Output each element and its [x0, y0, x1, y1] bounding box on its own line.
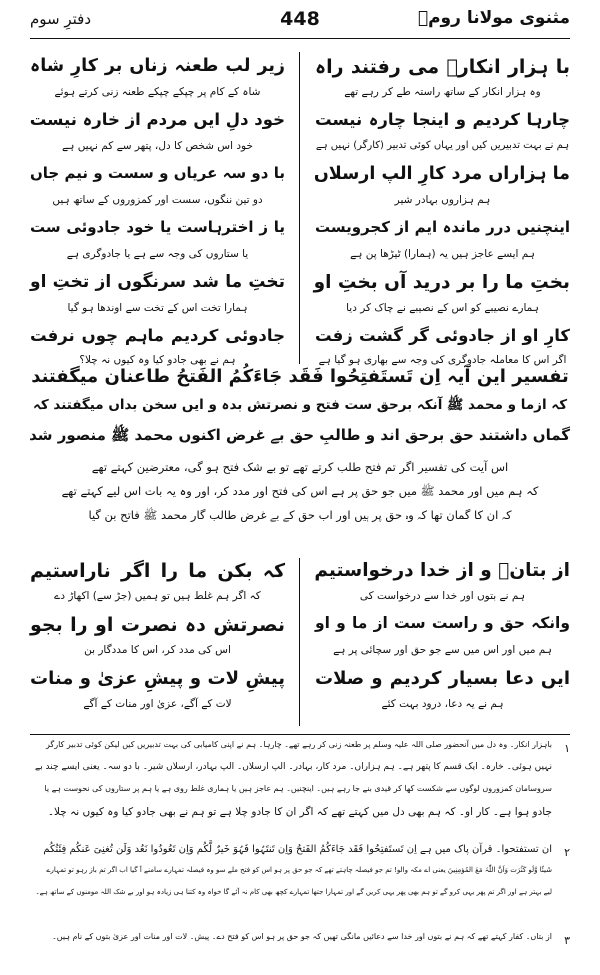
translation: اگر اس کا معاملہ جادوگری کی وجہ سے بھاری ہو گیا ہے [318, 354, 567, 366]
footnote-line: باہزار انکار۔ وہ دل میں آنحضور صلی اللہ علیہ وسلم پر طعنہ زنی کر رہے تھے۔ چارہا۔ ہم نے اپنی کامیابی کی بہت تدبیریں کیں لیکن کوئی تدبیر کارگر [46, 740, 552, 749]
footnote-rule [30, 734, 570, 735]
translation: ہم نے بتوں اور خدا سے درخواست کی [359, 590, 526, 602]
verse: با ہزار انکارؔ می رفتند راہ [315, 56, 570, 78]
section-label: دفترِ سوم [30, 10, 92, 28]
footnote-line: سروسامان کمزوروں لوگوں سے شکست کھا کر قیدی بنے جا رہے ہیں۔ اینچنیں۔ ہم عاجز ہیں یا ہماری غلط روی ہے یا ہم پر ستاروں کی نحوست ہے یا [44, 784, 552, 793]
verse: با دو سہ عریاں و سست و نیم جاں [30, 164, 285, 182]
page-number: 448 [280, 8, 320, 30]
translation: ہم نے بھی جادو کیا وہ کیوں نہ چلا؟ [79, 354, 236, 366]
page-header [30, 8, 570, 34]
footnote-marker: ۳ [564, 934, 570, 947]
translation: دو تین ننگوں، سست اور کمزوروں کے ساتھ ہیں [52, 194, 263, 206]
prose-heading: تفسیر این آیہ اِن تَستَفتِحُوا فَقَد جَاءَکُمُ الفَتحُ طاعنان میگفتند [31, 366, 569, 387]
footnote-marker: ۲ [564, 846, 570, 859]
translation: کہ اگر ہم غلط ہیں تو ہمیں (جڑ سے) اکھاڑ دے [54, 590, 261, 602]
translation: ہم نے یہ دعا، درود بہت کئے [381, 698, 504, 710]
verse: اینچنیں درر ماندہ ایم از کجرویست [315, 218, 570, 236]
verse: کارِ او از جادوئی گر گشت زفت [315, 326, 570, 345]
footnote-line: ان تستفتحوا۔ قرآن پاک میں ہے اِن تَستَفتِحُوا فَقَد جَاءَکُمُ الفَتحُ وَاِن تَنتَہُوا فَہُوَ خَیرٌ لَّکُم وَاِن تَعُودُوا نَعُد وَلَن تُغنِیَ عَنکُم فِئَتُکُم [43, 844, 552, 855]
translation: لات کے آگے، عزیٰ اور منات کے آگے [83, 698, 232, 710]
verse: چارہا کردیم و اینجا چارہ نیست [315, 110, 570, 129]
verse: پیشِ لات و پیشِ عزیٰ و منات [30, 668, 285, 689]
book-title: مثنوی مولانا رومؒ [417, 8, 570, 28]
verse: ما ہزاراں مرد کارِ الپ ارسلاں [313, 164, 570, 184]
verse: از بتانؔ و از خدا درخواستیم [314, 560, 570, 581]
prose-line: کہ ازما و محمد ﷺ آنکہ برحق ست فتح و نصرتش بدہ و ایں سخن بداں میگفتند کہ [32, 397, 568, 413]
verse: تختِ ما شد سرنگوں از تختِ او [30, 272, 285, 292]
translation: خود اس شخص کا دل، پتھر سے کم نہیں ہے [62, 140, 253, 152]
translation: یا ستاروں کی وجہ سے ہے یا جادوگری ہے [66, 248, 249, 260]
translation: ہمارا تخت اس کے تخت سے اوندھا ہو گیا [67, 302, 248, 314]
prose-translation: کہ ہم میں اور محمد ﷺ میں جو حق پر ہے اس کی فتح اور مدد کر، اور وہ یہ بات اس لیے کہتے تھے [61, 484, 539, 498]
column-divider [299, 558, 300, 726]
prose-translation: کہ ان کا گمان تھا کہ وہ حق پر ہیں اور اب حق کے بے غرض طالب گار محمد ﷺ فاتح بن گیا [88, 508, 512, 522]
verse: نصرتش دہ نصرت او را بجو [30, 614, 285, 636]
footnote-line: شَیئًا وَّلَو کَثُرَت وَاَنَّ اللّٰہَ مَعَ المُؤمِنِینَ یعنی اے مکہ والو! تم جو فیصلہ چاہتے تھے کہ جو حق پر ہو اس کو فتح ملے سو وہ فیصلہ تمہارے سامنے آ گیا اب اگر تم باز رہو تو تمہارے [46, 866, 552, 874]
bottom-right-column [315, 552, 570, 730]
footnote-line: از بتاں۔ کفار کہتے تھے کہ ہم نے بتوں اور خدا سے دعائیں مانگی تھیں کہ جو حق پر ہو اس کو فتح دے۔ پیش۔ لات اور منات اور عزیٰ بتوں کے نام ہیں۔ [52, 932, 552, 941]
verse: جادوئی کردیم ماہم چوں نرفت [30, 326, 285, 345]
translation: ہمارے نصیبے کو اس کے نصیبے نے چاک کر دیا [346, 302, 539, 314]
footnote-line: جادو ہوا ہے۔ کار او۔ کہ ہم بھی دل میں کہتے تھے کہ اگر ان کا جادو چلا ہے تو ہم نے بھی جادو کیا وہ کیوں نہ چلا۔ [47, 806, 552, 818]
top-right-column [315, 42, 570, 366]
verse: یا ز اخترہاست یا خود جادوئی ست [30, 218, 285, 236]
verse: وانکہ حق و راست ست از ما و او [315, 614, 570, 632]
prose-line: گماں داشتند حق برحق اند و طالبِ حق بے غرض اکنوں محمد ﷺ منصور شد [29, 426, 570, 444]
translation: ہم میں اور اس میں سے جو حق اور سچائی پر ہے [333, 644, 552, 656]
translation: ہم نے بہت تدبیریں کیں اور یہاں کوئی تدبیر (کارگر) نہیں ہے [315, 140, 570, 151]
translation: وہ ہزار انکار کے ساتھ راستہ طے کر رہے تھے [344, 86, 541, 98]
verse: زیر لب طعنہ زناں بر کارِ شاہ [30, 56, 285, 76]
translation: ہم ہزاروں بہادر شیر [394, 194, 491, 206]
top-left-column [30, 42, 285, 366]
verse: بختِ ما را بر درید آں بختِ او [313, 272, 570, 293]
bottom-left-column [30, 552, 285, 730]
column-divider [299, 52, 300, 364]
verse: خود دلِ ایں مردم از خارہ نیست [29, 110, 285, 129]
footnote-marker: ۱ [564, 742, 570, 755]
translation: ہم ایسے عاجز ہیں یہ (ہمارا) ٹیڑھا پن ہے [350, 248, 535, 260]
translation: اس کی مدد کر، اس کا مددگار بن [84, 644, 231, 656]
verse: ایں دعا بسیار کردیم و صلات [315, 668, 570, 689]
footnote-line: نہیں ہوئی۔ خارہ۔ ایک قسم کا پتھر ہے۔ ہم ہزاراں۔ مرد کار، بہادر۔ الپ ارسلاں۔ الپ بہادر، ارسلاں شیر۔ با دو سہ۔ یعنی ایسے چند بے [34, 762, 552, 772]
header-rule [30, 38, 570, 39]
verse: کہ بکن ما را اگر ناراستیم [30, 560, 285, 582]
translation: شاہ کے کام پر چپکے چپکے طعنہ زنی کرتے ہوئے [54, 86, 261, 98]
prose-translation: اس آیت کی تفسیر اگر تم فتح طلب کرتے تھے تو بے شک فتح ہو گی، معترضین کہتے تھے [91, 460, 509, 474]
footnote-line: لیے بہتر ہے اور اگر تم پھر یہی کرو گے تو ہم بھی پھر یہی کریں گے اور تمہارا جتھا تمہارے کچھ بھی کام نہ آئے گا خواہ وہ کتنا ہی زیادہ ہو اور بے شک اللہ مومنوں کے ساتھ ہے۔ [35, 888, 552, 896]
